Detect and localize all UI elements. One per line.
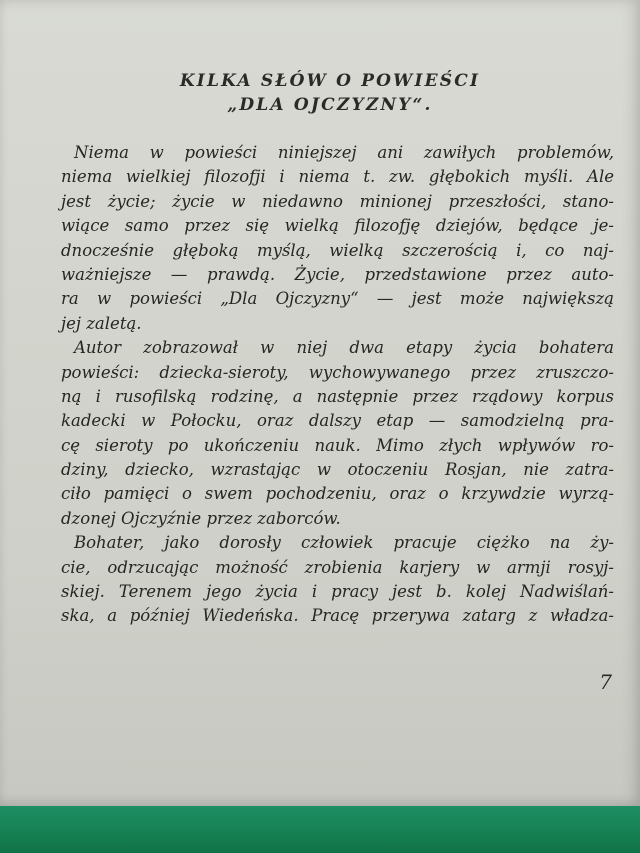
text-line: kadecki w Połocku, oraz dalszy etap — samodzielną pra- — [61, 411, 614, 431]
page-number: 7 — [599, 670, 612, 694]
text-line: cę sieroty po ukończeniu nauk. Mimo złych wpływów ro- — [61, 435, 614, 455]
text-line: Bohater, jako dorosły człowiek pracuje ciężko na ży- — [74, 533, 614, 553]
green-background-cloth — [0, 806, 640, 853]
text-line: ną i rusofilską rodzinę, a następnie przez rządowy korpus — [61, 386, 614, 406]
text-line: Autor zobrazował w niej dwa etapy życia bohatera — [74, 338, 614, 358]
text-line: wiące samo przez się wielką filozofję dziejów, będące je- — [61, 216, 614, 236]
text-line: cie, odrzucając możność zrobienia karjery w armji rosyj- — [61, 557, 614, 577]
text-line: dziny, dziecko, wzrastając w otoczeniu Rosjan, nie zatra- — [61, 460, 614, 480]
text-line: niema wielkiej filozofji i niema t. zw. głębokich myśli. Ale — [61, 167, 614, 187]
text-line: Niema w powieści niniejszej ani zawiłych problemów, — [74, 143, 614, 162]
text-line: dnocześnie głęboką myślą, wielką szczerością i, co naj- — [61, 240, 614, 260]
chapter-title-line-1: KILKA SŁÓW O POWIEŚCI — [179, 71, 481, 91]
text-line: ra w powieści „Dla Ojczyzny“ — jest może największą — [61, 289, 614, 309]
chapter-title-line-2: „DLA OJCZYZNY“. — [227, 95, 433, 115]
text-line: skiej. Terenem jego życia i pracy jest b. kolej Nadwiślań- — [61, 582, 614, 602]
text-line: jej zaletą. — [61, 313, 142, 333]
text-line: jest życie; życie w niedawno minionej przeszłości, stano- — [61, 191, 614, 211]
text-line: ważniejsze — prawdą. Życie, przedstawione przez auto- — [61, 264, 614, 284]
text-line: ciło pamięci o swem pochodzeniu, oraz o krzywdzie wyrzą- — [61, 484, 614, 504]
text-line: powieści: dziecka-sieroty, wychowywanego przez zruszczo- — [61, 362, 614, 382]
body-text — [61, 141, 614, 629]
text-line: dzonej Ojczyźnie przez zaborców. — [61, 508, 341, 528]
text-line: ska, a później Wiedeńska. Pracę przerywa zatarg z władza- — [61, 606, 614, 626]
